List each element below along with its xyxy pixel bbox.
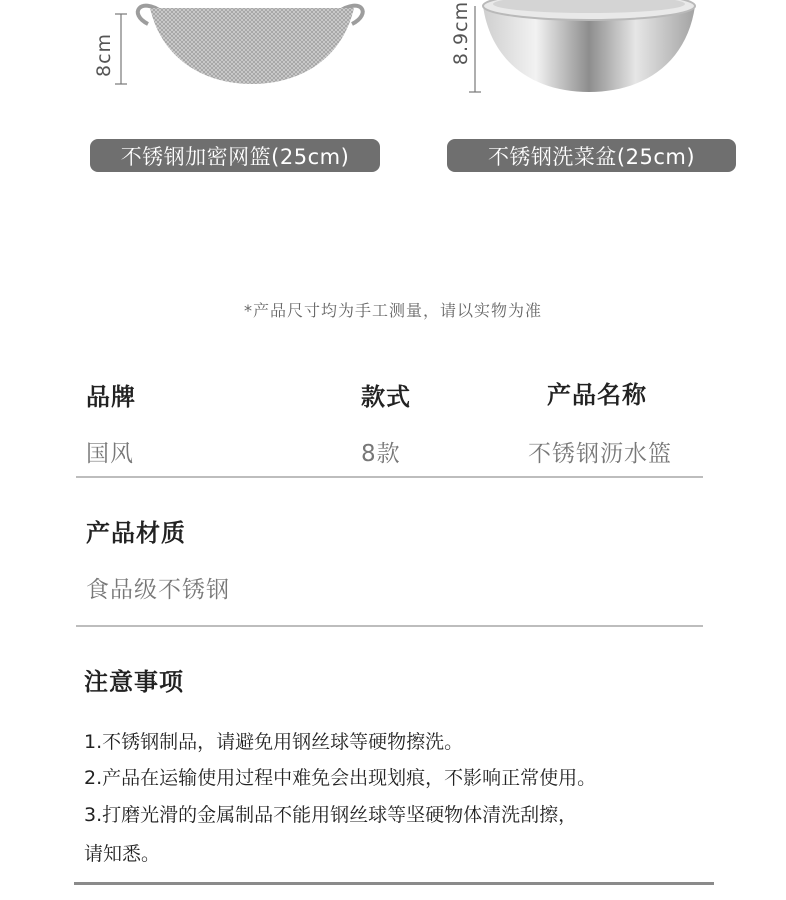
product-bowl (393, 0, 786, 180)
divider (76, 476, 703, 478)
brand-label: 品牌 (86, 383, 136, 411)
divider (76, 625, 703, 627)
notice-title: 注意事项 (84, 668, 184, 696)
notice-item: 2.产品在运输使用过程中难免会出现划痕，不影响正常使用。 (84, 767, 597, 789)
notice-item: 请知悉。 (84, 843, 161, 865)
dimension-label: 8cm (93, 32, 116, 78)
style-value: 8款 (361, 441, 401, 467)
divider (74, 882, 714, 885)
material-value: 食品级不锈钢 (86, 577, 230, 603)
measurement-note: *产品尺寸均为手工测量，请以实物为准 (243, 301, 542, 320)
dimension-label: 8.9cm (450, 0, 473, 66)
style-label: 款式 (361, 383, 411, 411)
notice-item: 3.打磨光滑的金属制品不能用钢丝球等坚硬物体清洗刮擦， (84, 804, 578, 826)
product-caption: 不锈钢加密网篮(25cm) (90, 139, 380, 172)
product-caption: 不锈钢洗菜盆(25cm) (447, 139, 736, 172)
notice-item: 1.不锈钢制品，请避免用钢丝球等硬物擦洗。 (84, 731, 464, 753)
mesh-colander-illustration (0, 0, 393, 100)
material-label: 产品材质 (86, 519, 186, 547)
product-name-value: 不锈钢沥水篮 (528, 441, 672, 467)
product-name-label: 产品名称 (547, 381, 647, 409)
brand-value: 国风 (86, 441, 134, 467)
product-colander (0, 0, 393, 180)
